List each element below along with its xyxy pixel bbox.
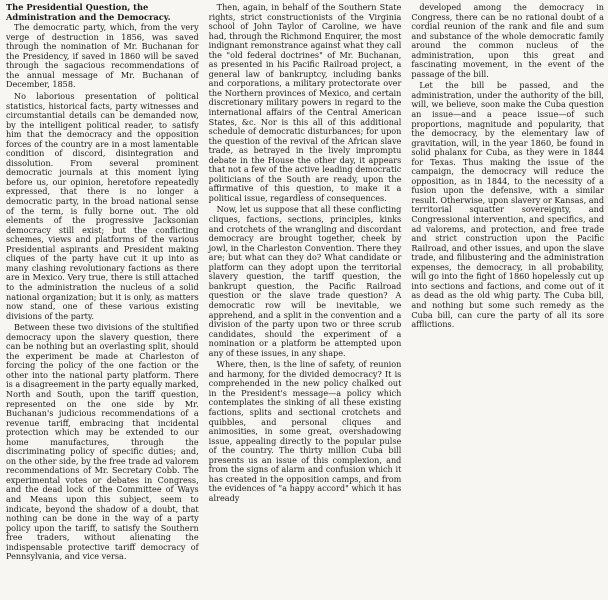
paragraph: The democratic party, which, from the very verge of destruction in 1856, was saved through the nomination of Mr. Buchanan for the Presidency, if saved in 1860 will be saved through the sagacious recommendations of the annual message of Mr. Buchanan of December, 1858. (6, 22, 199, 90)
paragraph: Between these two divisions of the stultified democracy upon the slavery question, there can be nothing but an overlasting split, should the experiment be made at Charleston of forcing the policy of the one faction or the other into the national party platform. There is a disagreement in the party equally marked, North and South, upon the tariff question, represented on the one side by Mr. Buchanan's judicious recommendations of a revenue tariff, embracing that incidental protection which may be extended to our home manufactures, through the discriminating policy of specific duties; and, on the other side, by the free trade ad valorem recommendations of Mr. Secretary Cobb. The experimental votes or debates in Congress, and the dead lock of the Committee of Ways and Means upon this subject, seem to indicate, beyond the shadow of a doubt, that nothing can be done in the way of a party policy upon the tariff, to satisfy the Southern free traders, without alienating the indispensable protective tariff democracy of Pennsylvania, and vice versa. (6, 322, 199, 562)
paragraph: Then, again, in behalf of the Southern State rights, strict constructionists of the Virginia school of John Taylor of Caroline, we have had, through the Richmond Enquirer, the most indignant remonstrance against what they call the "old federal doctrines" of Mr. Buchanan, as presented in his Pacific Railroad project, a general law of bankruptcy, including banks and corporations, a military protectorate over the Northern provinces of Mexico, and certain discretionary military powers in regard to the international affairs of the Central American States, &c. Nor is this all of this additional schedule of democratic disturbances; for upon the question of the revival of the African slave trade, as betrayed in the lively impromptu debate in the House the other day, it appears that not a few of the active leading democratic politicians of the South are ready, upon the affirmative of this question, to make it a political issue, regardless of consequences. (208, 2, 402, 203)
paragraph: developed among the democracy in Congress, there can be no rational doubt of a cordial reunion of the rank and file and sum and substance of the whole democratic family around the common nucleus of the administration, upon this great and fascinating movement, in the event of the passage of the bill. (411, 2, 605, 79)
paragraph: Now, let us suppose that all these conflicting cliques, factions, sections, principles, kinks and crotchets of the wrangling and discordant democracy are brought together, cheek by jowl, in the Charleston Convention. There they are; but what can they do? What candidate or platform can they adopt upon the territorial slavery question, the tariff question, the bankrupt question, the Pacific Railroad question or the slave trade question? A democratic row will be inevitable, we apprehend, and a split in the convention and a division of the party upon two or three scrub candidates, should the experiment of a nomination or a platform be attempted upon any of these issues, in any shape. (208, 204, 402, 358)
article-headline: The Presidential Question, the Administration and the Democracy. (6, 2, 171, 22)
paragraph: Let the bill be passed, and the administration, under the authority of the bill, will, we believe, soon make the Cuba question an issue—and a peace issue—of such proportions, magnitude and popularity, that the democracy, by the elementary law of gravitation, will, in the year 1860, be found in solid phalanx for Cuba, as they were in 1844 for Texas. Thus making the issue of the campaign, the democracy will reduce the opposition, as in 1844, to the necessity of a fusion upon the defensive, with a similar result. Otherwise, upon slavery or Kansas, and territorial squatter sovereignty, and Congressional intervention, and specifics, and ad valorems, and protection, and free trade and strict construction upon the Pacific Railroad, and other issues, and upon the slave trade, and filibustering and the administration expenses, the democracy, in all probability, will go into the fight of 1860 hopelessly cut up into sections and factions, and come out of it as dead as the old whig party. The Cuba bill, and nothing but some such remedy as the Cuba bill, can cure the party of all its sore afflictions. (411, 80, 605, 330)
column-2 (209, 3, 402, 600)
paragraph: No laborious presentation of political statistics, historical facts, party witnesses and circumstantial details can be demanded now, by the intelligent political reader, to satisfy him that the democracy and the opposition forces of the country are in a most lamentable condition of discord, disintegration and dissolution. From several prominent democratic journals at this moment lying before us, our opinion, heretofore repeatedly expressed, that there is no longer a democratic party, in the broad national sense of the term, is fully borne out. The old elements of the progressive Jacksonian democracy still exist; but the conflicting schemes, views and platforms of the various Presidential aspirants and President making cliques of the party have cut it up into as many clashing revolutionary factions as there are in Mexico. Very true, there is still attached to the administration the nucleus of a solid national organization; but it is only, as matters now stand, one of these various existing divisions of the party. (6, 91, 199, 321)
paragraph: Where, then, is the line of safety, of reunion and harmony, for the divided democracy? It is comprehended in the new policy chalked out in the President's message—a policy which contemplates the sinking of all these existing factions, splits and sectional crotchets and quibbles, and personal cliques and animosities, in some great, overshadowing issue, appealing directly to the popular pulse of the country. The thirty million Cuba bill presents us an issue of this complexion, and from the signs of alarm and confusion which it has created in the opposition camps, and from the evidences of "a happy accord" which it has already (208, 359, 402, 503)
article-columns (6, 3, 604, 600)
column-3 (411, 3, 604, 600)
column-1 (6, 3, 199, 600)
